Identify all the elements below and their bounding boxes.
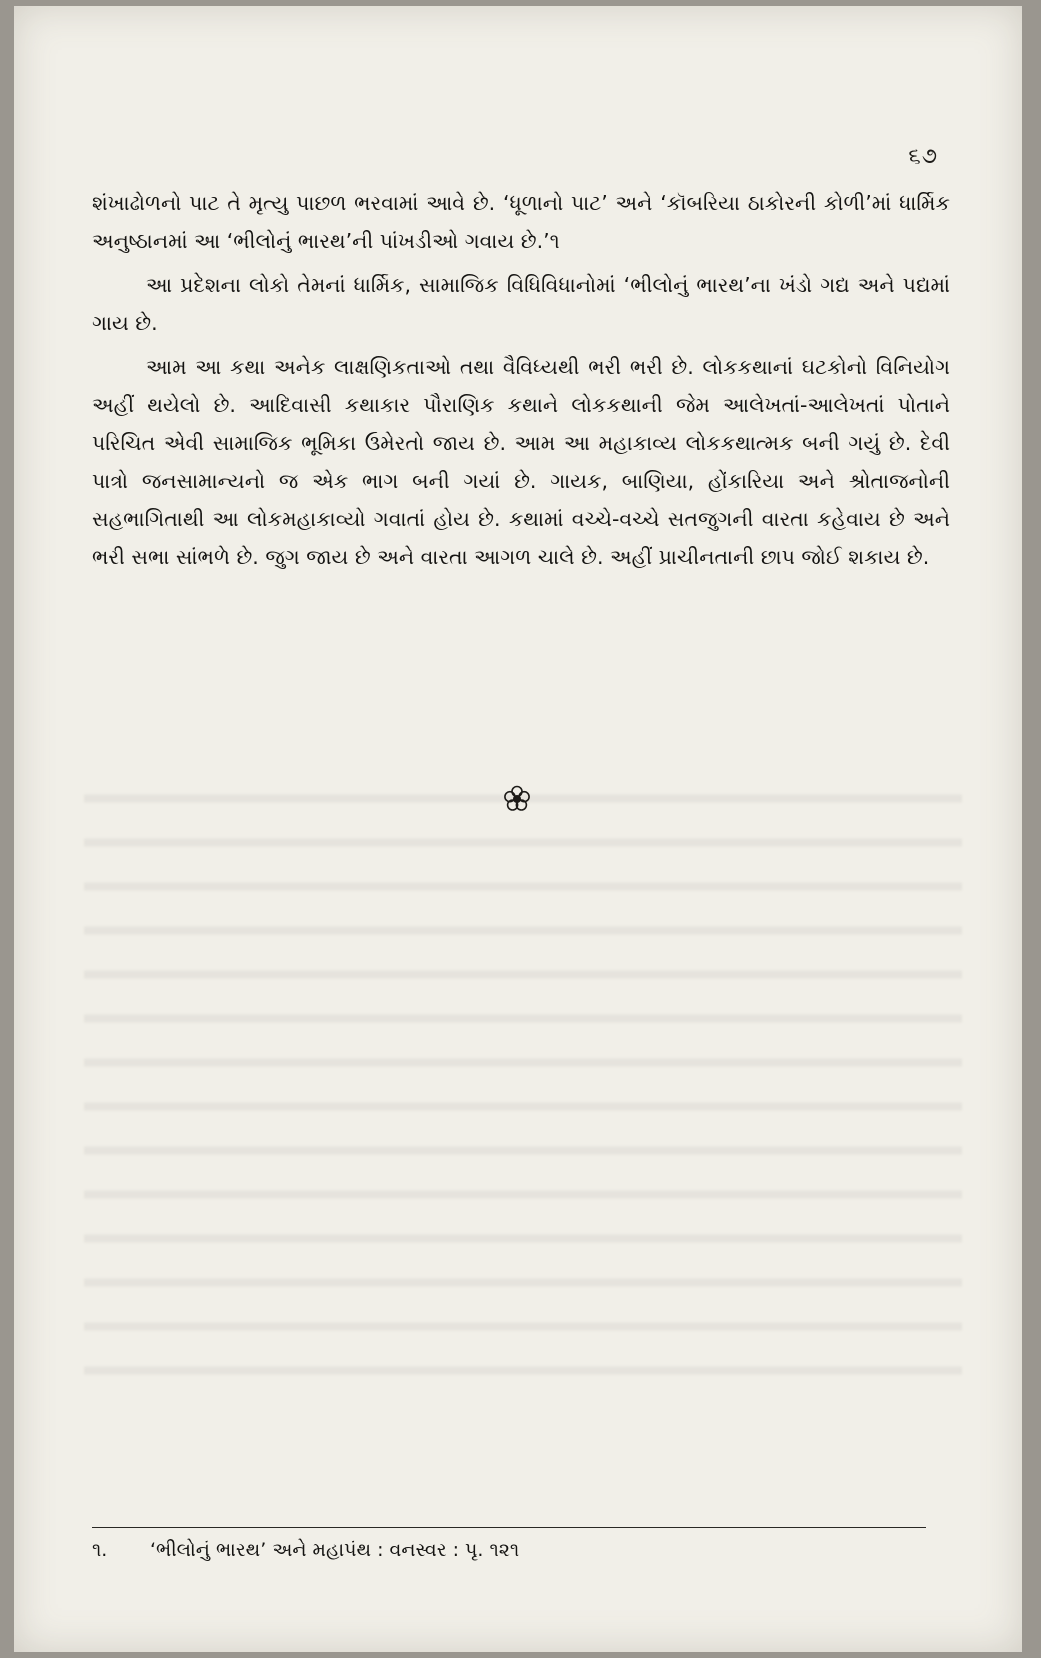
paragraph-1: શંખાઢોળનો પાટ તે મૃત્યુ પાછળ ભરવામાં આવે છે. ‘ધૂળાનો પાટ’ અને ‘કૉબરિયા ઠાકોરની કોળી’માં ધાર્મિક અનુષ્ઠાનમાં આ ‘ભીલોનું ભારથ’ની પાંખડીઓ ગવાય છે.’૧	[92, 191, 950, 253]
flower-ornament-icon	[502, 784, 532, 814]
paragraph-3: આમ આ કથા અનેક લાક્ષણિકતાઓ તથા વૈવિધ્યથી ભરી ભરી છે. લોકકથાનાં ઘટકોનો વિનિયોગ અહીં થયેલો છે. આદિવાસી કથાકાર પૌરાણિક કથાને લોકકથાની જેમ આલેખતાં-આલેખતાં પોતાને પરિચિત એવી સામાજિક ભૂમિકા ઉમેરતો જાય છે. આમ આ મહાકાવ્ય લોકકથાત્મક બની ગયું છે. દેવી પાત્રો જનસામાન્યનો જ એક ભાગ બની ગયાં છે. ગાયક, બાણિયા, હોંકારિયા અને શ્રોતાજનોની સહભાગિતાથી આ લોકમહાકાવ્યો ગવાતાં હોય છે. કથામાં વચ્ચે-વચ્ચે સતજુગની વારતા કહેવાય છે અને ભરી સભા સાંભળે છે. જુગ જાય છે અને વારતા આગળ ચાલે છે. અહીં પ્રાચીનતાની છાપ જોઈ શકાય છે.	[92, 355, 950, 569]
paragraph-2: આ પ્રદેશના લોકો તેમનાં ધાર્મિક, સામાજિક વિધિવિધાનોમાં ‘ભીલોનું ભારથ’ના ખંડો ગદ્ય અને પદ્યમાં ગાય છે.	[92, 273, 950, 335]
footnote-divider	[92, 1527, 926, 1528]
footnote-number: ૧.	[92, 1539, 108, 1561]
body-text	[92, 184, 950, 582]
book-page	[14, 6, 1022, 1652]
show-through-text	[84, 776, 962, 1376]
footnote-text: ‘ભીલોનું ભારથ’ અને મહાપંથ : વનસ્વર : પૃ. ૧૨૧	[150, 1539, 520, 1561]
page-number: ૬૭	[908, 144, 938, 169]
footnote	[92, 1533, 932, 1567]
